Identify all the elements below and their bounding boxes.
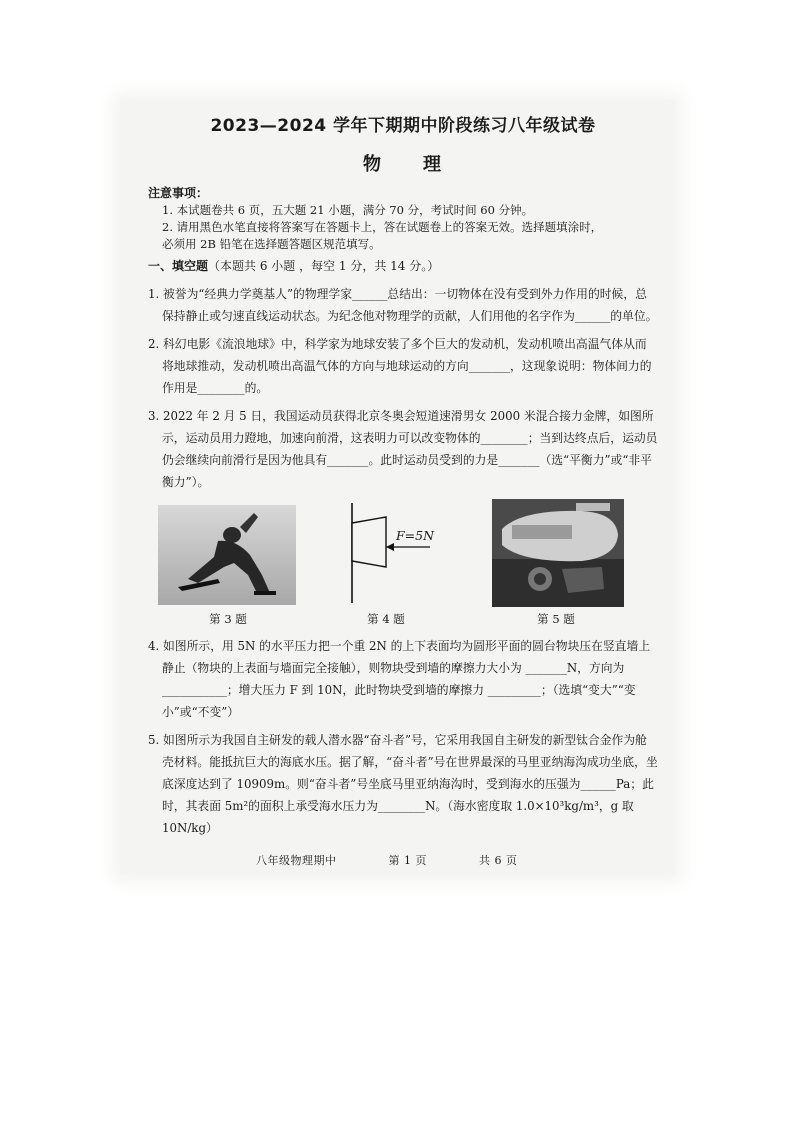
submersible-photo <box>492 499 624 607</box>
skater-photo <box>158 505 296 605</box>
question-3: 3. 2022 年 2 月 5 日，我国运动员获得北京冬奥会短道速滑男女 2000 米混合接力金牌，如图所示，运动员用力蹬地，加速向前滑，这表明力可以改变物体的________；当到达终点后，运动员仍会继续向前滑行是因为他具有_______。此时运动员受到的力是_______（选“平衡力”或“非平衡力”）。 <box>148 409 658 489</box>
section-title: 一、填空题 <box>148 259 209 273</box>
figure-4-label: 第 4 题 <box>367 612 405 626</box>
question-1: 1. 被誉为“经典力学奠基人”的物理学家______总结出：一切物体在没有受到外力作用的时候，总保持静止或匀速直线运动状态。为纪念他对物理学的贡献，人们用他的名字作为______的单位。 <box>148 287 658 323</box>
figures-row <box>148 501 658 629</box>
footer-page: 第 1 页 <box>388 854 427 867</box>
page-footer <box>256 852 546 868</box>
figure-3-label: 第 3 题 <box>209 612 247 626</box>
figure-5-label: 第 5 题 <box>537 612 575 626</box>
exam-title: 2023—2024 学年下期期中阶段练习八年级试卷 <box>210 116 596 136</box>
question-2: 2. 科幻电影《流浪地球》中，科学家为地球安装了多个巨大的发动机，发动机喷出高温气体从而将地球推动，发动机喷出高温气体的方向与地球运动的方向_______，这现象说明：物体间力的作用是________的。 <box>148 337 652 395</box>
note-item-1: 1. 本试题卷共 6 页，五大题 21 小题，满分 70 分，考试时间 60 分钟。 <box>162 203 534 217</box>
footer-total: 共 6 页 <box>479 854 518 867</box>
subject-title: 物 理 <box>363 154 443 175</box>
section-fill-in <box>148 255 658 277</box>
section-desc: （本题共 6 小题 ，每空 1 分，共 14 分。） <box>208 259 440 273</box>
wall-block-diagram <box>338 501 438 605</box>
force-label: F=5N <box>396 528 435 543</box>
exam-page <box>148 112 658 839</box>
question-4: 4. 如图所示，用 5N 的水平压力把一个重 2N 的上下表面均为圆形平面的圆台物块压在竖直墙上静止（物块的上表面与墙面完全接触），则物块受到墙的摩擦力大小为 _______N，方向为 ___________；增大压力 F 到 10N，此时物块受到墙的摩擦力 _________；（选填“变大”“变小”或“不变”） <box>148 639 651 719</box>
notes-heading: 注意事项： <box>148 186 209 200</box>
note-item-3: 必须用 2B 铅笔在选择题答题区规范填写。 <box>162 237 381 251</box>
note-item-2: 2. 请用黑色水笔直接将答案写在答题卡上，答在试题卷上的答案无效。选择题填涂时， <box>162 220 603 234</box>
footer-course: 八年级物理期中 <box>256 854 337 867</box>
question-5: 5. 如图所示为我国自主研发的载人潜水器“奋斗者”号，它采用我国自主研发的新型钛合金作为舱壳材料。能抵抗巨大的海底水压。据了解，“奋斗者”号在世界最深的马里亚纳海沟成功坐底，坐底深度达到了 10909m。则“奋斗者”号坐底马里亚纳海沟时，受到海水的压强为______Pa；此时，其表面 5m²的面积上承受海水压力为________N。（海水密度取 1.0×10³kg/m³，g 取 10N/kg） <box>148 733 658 835</box>
